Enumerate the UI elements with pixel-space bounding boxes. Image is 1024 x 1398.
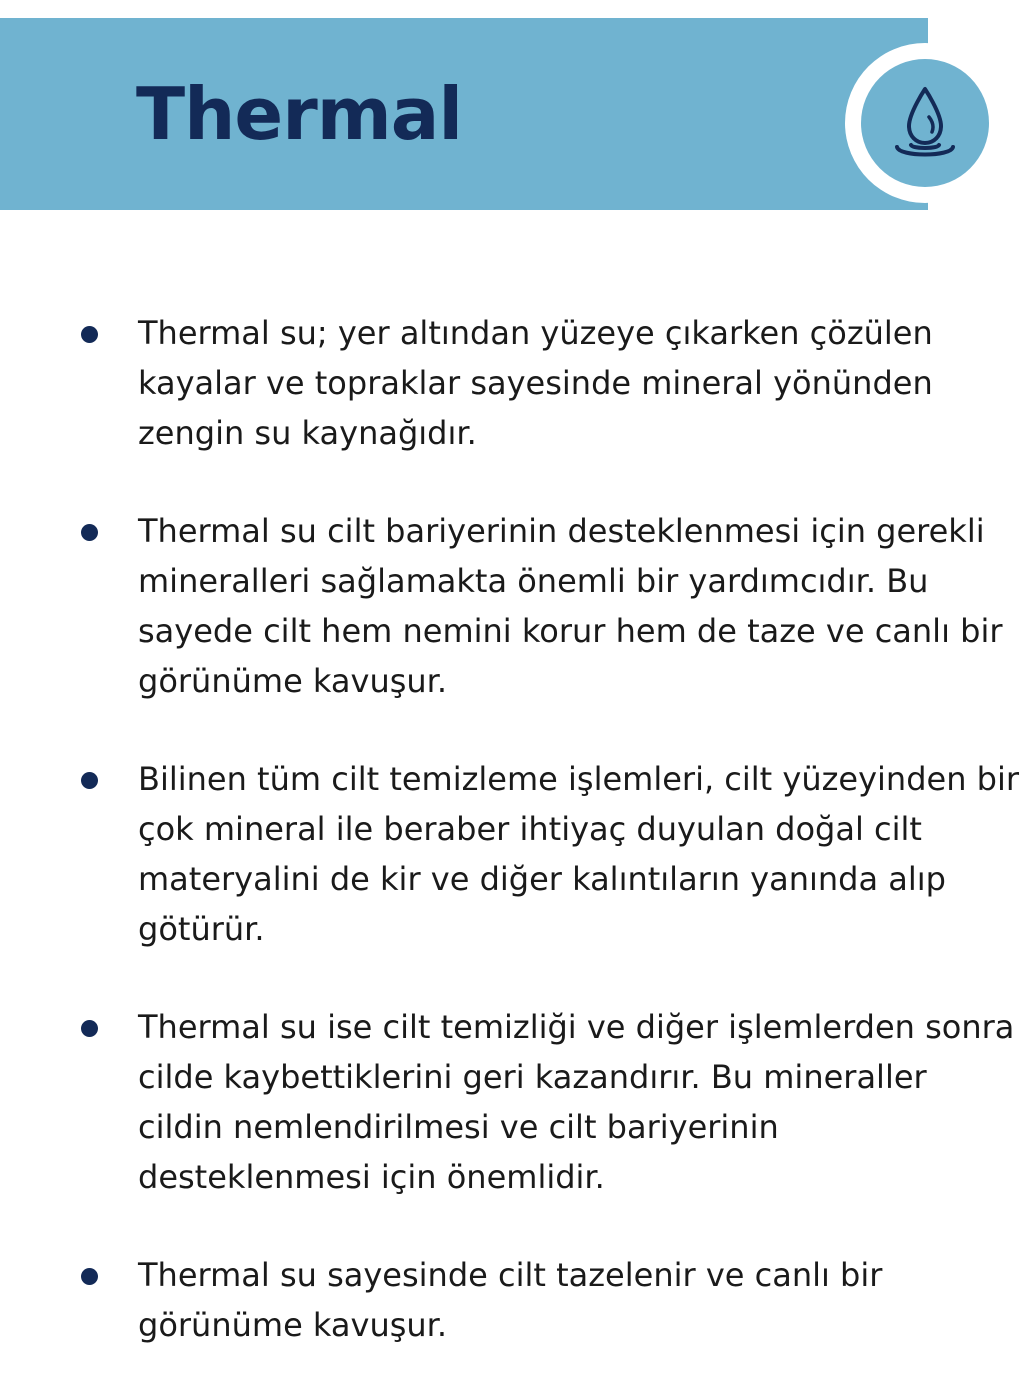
- bullet-text: Thermal su cilt bariyerinin desteklenmesi için gerekli mineralleri sağlamakta önemli bir yardımcıdır. Bu sayede cilt hem nemini korur hem de taze ve canlı bir görünüme kavuşur.: [138, 512, 1003, 700]
- list-item: [0, 1250, 1024, 1350]
- list-item: [0, 754, 1024, 954]
- bullet-text: Thermal su ise cilt temizliği ve diğer işlemlerden sonra cilde kaybettiklerini geri kazandırır. Bu mineraller cildin nemlendirilmesi ve cilt bariyerinin desteklenmesi için önemlidir.: [138, 1008, 1015, 1196]
- bullet-text: Thermal su; yer altından yüzeye çıkarken çözülen kayalar ve topraklar sayesinde mineral yönünden zengin su kaynağıdır.: [138, 314, 933, 452]
- list-item: [0, 1002, 1024, 1202]
- bullet-text: Thermal su sayesinde cilt tazelenir ve canlı bir görünüme kavuşur.: [138, 1256, 883, 1344]
- list-item: [0, 506, 1024, 706]
- water-drop-badge: [845, 43, 1005, 203]
- bullet-dot-icon: [81, 1268, 98, 1285]
- bullet-dot-icon: [81, 772, 98, 789]
- page-title: Thermal: [136, 72, 462, 156]
- water-drop-icon: [871, 69, 979, 177]
- bullet-dot-icon: [81, 524, 98, 541]
- list-item: [0, 308, 1024, 458]
- bullet-dot-icon: [81, 326, 98, 343]
- bullet-dot-icon: [81, 1020, 98, 1037]
- info-bullet-list: [0, 308, 1024, 1398]
- bullet-text: Bilinen tüm cilt temizleme işlemleri, cilt yüzeyinden bir çok mineral ile beraber ihtiyaç duyulan doğal cilt materyalini de kir ve diğer kalıntıların yanında alıp götürür.: [138, 760, 1020, 948]
